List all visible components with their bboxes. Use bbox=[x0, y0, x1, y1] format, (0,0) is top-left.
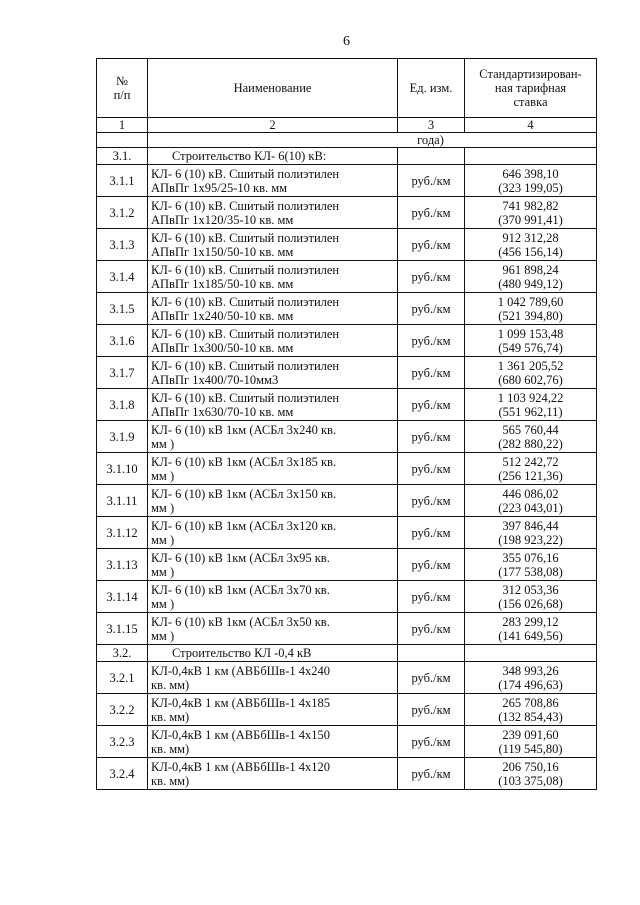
row-rate bbox=[465, 389, 597, 421]
row-rate-value: 646 398,10 bbox=[502, 166, 559, 181]
row-number: 3.1.2 bbox=[97, 197, 148, 229]
continuation-text: года) bbox=[148, 133, 597, 148]
section-rate-empty bbox=[465, 148, 597, 165]
row-rate-value-half: (223 043,01) bbox=[498, 500, 563, 515]
header-num bbox=[97, 59, 148, 118]
row-name bbox=[148, 549, 398, 581]
continuation-cell-num bbox=[97, 133, 148, 148]
section-number: 3.2. bbox=[97, 645, 148, 662]
section-row bbox=[97, 645, 597, 662]
row-rate bbox=[465, 165, 597, 197]
row-number: 3.1.9 bbox=[97, 421, 148, 453]
row-rate-value-half: (119 545,80) bbox=[498, 741, 563, 756]
row-unit: руб./км bbox=[398, 613, 465, 645]
row-name-line-2: АПвПг 1х120/35-10 кв. мм bbox=[151, 212, 294, 227]
row-name-line-2: мм ) bbox=[151, 500, 175, 515]
row-number: 3.1.1 bbox=[97, 165, 148, 197]
table-row bbox=[97, 485, 597, 517]
row-number: 3.1.11 bbox=[97, 485, 148, 517]
header-rate-text: Стандартизирован- ная тарифная ставка bbox=[479, 67, 582, 109]
row-name-line-2: мм ) bbox=[151, 564, 175, 579]
row-rate-value-half: (480 949,12) bbox=[498, 276, 563, 291]
row-name bbox=[148, 453, 398, 485]
row-name bbox=[148, 165, 398, 197]
row-number: 3.1.8 bbox=[97, 389, 148, 421]
table-row bbox=[97, 261, 597, 293]
row-unit: руб./км bbox=[398, 389, 465, 421]
row-rate bbox=[465, 726, 597, 758]
row-number: 3.1.14 bbox=[97, 581, 148, 613]
row-rate bbox=[465, 758, 597, 790]
row-unit: руб./км bbox=[398, 261, 465, 293]
row-name bbox=[148, 613, 398, 645]
row-number: 3.2.2 bbox=[97, 694, 148, 726]
row-rate-value-half: (103 375,08) bbox=[498, 773, 563, 788]
row-rate bbox=[465, 229, 597, 261]
row-unit: руб./км bbox=[398, 357, 465, 389]
row-number: 3.1.7 bbox=[97, 357, 148, 389]
row-rate-value-half: (370 991,41) bbox=[498, 212, 563, 227]
row-unit: руб./км bbox=[398, 325, 465, 357]
row-rate-value: 1 103 924,22 bbox=[497, 390, 564, 405]
row-name-line-2: кв. мм) bbox=[151, 773, 190, 788]
row-name bbox=[148, 694, 398, 726]
tariff-table-body bbox=[97, 59, 597, 790]
row-name-line-1: КЛ-0,4кВ 1 км (АВБбШв-1 4х150 bbox=[151, 727, 330, 742]
table-row bbox=[97, 613, 597, 645]
row-number: 3.1.12 bbox=[97, 517, 148, 549]
row-name-line-2: кв. мм) bbox=[151, 709, 190, 724]
row-name-line-1: КЛ- 6 (10) кВ. Сшитый полиэтилен bbox=[151, 358, 340, 373]
row-name-line-1: КЛ- 6 (10) кВ. Сшитый полиэтилен bbox=[151, 198, 340, 213]
row-rate-value: 512 242,72 bbox=[502, 454, 559, 469]
row-unit: руб./км bbox=[398, 549, 465, 581]
row-unit: руб./км bbox=[398, 165, 465, 197]
row-unit: руб./км bbox=[398, 694, 465, 726]
row-name-line-1: КЛ- 6 (10) кВ. Сшитый полиэтилен bbox=[151, 294, 340, 309]
table-row bbox=[97, 165, 597, 197]
row-rate bbox=[465, 517, 597, 549]
row-unit: руб./км bbox=[398, 197, 465, 229]
row-rate-value-half: (174 496,63) bbox=[498, 677, 563, 692]
row-unit: руб./км bbox=[398, 293, 465, 325]
row-rate-value: 397 846,44 bbox=[502, 518, 559, 533]
row-name-line-2: мм ) bbox=[151, 436, 175, 451]
table-row bbox=[97, 517, 597, 549]
table-row bbox=[97, 293, 597, 325]
row-name bbox=[148, 261, 398, 293]
row-rate-value: 912 312,28 bbox=[502, 230, 559, 245]
row-rate-value: 1 042 789,60 bbox=[497, 294, 564, 309]
row-name-line-1: КЛ- 6 (10) кВ. Сшитый полиэтилен bbox=[151, 230, 340, 245]
row-unit: руб./км bbox=[398, 485, 465, 517]
row-name-line-1: КЛ-0,4кВ 1 км (АВБбШв-1 4х120 bbox=[151, 759, 330, 774]
row-rate bbox=[465, 662, 597, 694]
row-name bbox=[148, 229, 398, 261]
section-unit-empty bbox=[398, 645, 465, 662]
header-num-text: № п/п bbox=[113, 74, 131, 102]
row-number: 3.2.3 bbox=[97, 726, 148, 758]
row-unit: руб./км bbox=[398, 453, 465, 485]
row-rate bbox=[465, 421, 597, 453]
row-rate bbox=[465, 197, 597, 229]
row-number: 3.1.3 bbox=[97, 229, 148, 261]
table-row bbox=[97, 549, 597, 581]
header-name bbox=[148, 59, 398, 118]
table-row bbox=[97, 581, 597, 613]
table-row bbox=[97, 726, 597, 758]
row-name bbox=[148, 758, 398, 790]
row-rate-value: 565 760,44 bbox=[502, 422, 559, 437]
table-row bbox=[97, 662, 597, 694]
row-rate bbox=[465, 485, 597, 517]
row-rate bbox=[465, 581, 597, 613]
row-rate-value-half: (549 576,74) bbox=[498, 340, 563, 355]
row-name-line-1: КЛ- 6 (10) кВ. Сшитый полиэтилен bbox=[151, 326, 340, 341]
table-row bbox=[97, 325, 597, 357]
continuation-row bbox=[97, 133, 597, 148]
row-name-line-1: КЛ- 6 (10) кВ 1км (АСБл 3х95 кв. bbox=[151, 550, 330, 565]
row-name-line-2: мм ) bbox=[151, 596, 175, 611]
row-rate-value-half: (323 199,05) bbox=[498, 180, 563, 195]
row-unit: руб./км bbox=[398, 662, 465, 694]
section-rate-empty bbox=[465, 645, 597, 662]
col-number-2: 2 bbox=[148, 118, 398, 133]
row-number: 3.1.4 bbox=[97, 261, 148, 293]
table-row bbox=[97, 758, 597, 790]
row-unit: руб./км bbox=[398, 229, 465, 261]
section-number: 3.1. bbox=[97, 148, 148, 165]
table-row bbox=[97, 389, 597, 421]
row-unit: руб./км bbox=[398, 726, 465, 758]
row-name bbox=[148, 581, 398, 613]
table-row bbox=[97, 694, 597, 726]
table-row bbox=[97, 197, 597, 229]
row-name-line-2: АПвПг 1х185/50-10 кв. мм bbox=[151, 276, 294, 291]
page-number: 6 bbox=[343, 34, 350, 49]
header-rate bbox=[465, 59, 597, 118]
row-number: 3.1.15 bbox=[97, 613, 148, 645]
row-rate bbox=[465, 293, 597, 325]
row-rate-value-half: (282 880,22) bbox=[498, 436, 563, 451]
row-name-line-1: КЛ-0,4кВ 1 км (АВБбШв-1 4х240 bbox=[151, 663, 330, 678]
row-rate bbox=[465, 357, 597, 389]
header-unit-text: Ед. изм. bbox=[409, 81, 453, 95]
row-name-line-2: АПвПг 1х150/50-10 кв. мм bbox=[151, 244, 294, 259]
row-rate-value-half: (177 538,08) bbox=[498, 564, 563, 579]
row-name bbox=[148, 485, 398, 517]
row-name-line-2: АПвПг 1х300/50-10 кв. мм bbox=[151, 340, 294, 355]
section-title: Строительство КЛ -0,4 кВ bbox=[148, 645, 398, 662]
row-rate-value-half: (198 923,22) bbox=[498, 532, 563, 547]
row-rate-value-half: (456 156,14) bbox=[498, 244, 563, 259]
row-number: 3.1.6 bbox=[97, 325, 148, 357]
row-name-line-1: КЛ- 6 (10) кВ 1км (АСБл 3х150 кв. bbox=[151, 486, 337, 501]
row-name-line-1: КЛ- 6 (10) кВ 1км (АСБл 3х70 кв. bbox=[151, 582, 330, 597]
row-name-line-2: мм ) bbox=[151, 628, 175, 643]
row-rate-value: 348 993,26 bbox=[502, 663, 559, 678]
row-name-line-1: КЛ- 6 (10) кВ 1км (АСБл 3х240 кв. bbox=[151, 422, 337, 437]
row-rate bbox=[465, 325, 597, 357]
row-rate-value-half: (680 602,76) bbox=[498, 372, 563, 387]
row-rate-value: 1 361 205,52 bbox=[497, 358, 564, 373]
row-name bbox=[148, 325, 398, 357]
row-rate-value: 1 099 153,48 bbox=[497, 326, 564, 341]
row-name-line-2: мм ) bbox=[151, 532, 175, 547]
row-unit: руб./км bbox=[398, 758, 465, 790]
row-number: 3.1.10 bbox=[97, 453, 148, 485]
section-unit-empty bbox=[398, 148, 465, 165]
table-row bbox=[97, 229, 597, 261]
row-rate-value-half: (141 649,56) bbox=[498, 628, 563, 643]
row-name bbox=[148, 293, 398, 325]
column-numbers-row bbox=[97, 118, 597, 133]
tariff-table bbox=[96, 58, 597, 790]
table-row bbox=[97, 453, 597, 485]
row-name-line-2: кв. мм) bbox=[151, 741, 190, 756]
row-name bbox=[148, 421, 398, 453]
row-rate-value: 206 750,16 bbox=[502, 759, 559, 774]
row-rate-value: 265 708,86 bbox=[502, 695, 559, 710]
row-rate-value-half: (256 121,36) bbox=[498, 468, 563, 483]
row-name-line-1: КЛ- 6 (10) кВ 1км (АСБл 3х185 кв. bbox=[151, 454, 337, 469]
row-name-line-2: АПвПг 1х240/50-10 кв. мм bbox=[151, 308, 294, 323]
row-name bbox=[148, 389, 398, 421]
row-name-line-2: АПвПг 1х400/70-10мм3 bbox=[151, 372, 279, 387]
row-rate bbox=[465, 261, 597, 293]
table-row bbox=[97, 357, 597, 389]
row-name-line-2: кв. мм) bbox=[151, 677, 190, 692]
row-name-line-1: КЛ- 6 (10) кВ. Сшитый полиэтилен bbox=[151, 262, 340, 277]
row-name-line-2: АПвПг 1х630/70-10 кв. мм bbox=[151, 404, 294, 419]
row-name-line-1: КЛ- 6 (10) кВ. Сшитый полиэтилен bbox=[151, 390, 340, 405]
row-name-line-2: мм ) bbox=[151, 468, 175, 483]
row-number: 3.2.4 bbox=[97, 758, 148, 790]
row-rate-value: 283 299,12 bbox=[502, 614, 559, 629]
col-number-3: 3 bbox=[398, 118, 465, 133]
header-row bbox=[97, 59, 597, 118]
row-number: 3.1.5 bbox=[97, 293, 148, 325]
row-name bbox=[148, 197, 398, 229]
row-rate-value-half: (521 394,80) bbox=[498, 308, 563, 323]
row-rate-value-half: (156 026,68) bbox=[498, 596, 563, 611]
row-name bbox=[148, 517, 398, 549]
col-number-4: 4 bbox=[465, 118, 597, 133]
row-rate-value-half: (551 962,11) bbox=[498, 404, 563, 419]
row-rate bbox=[465, 453, 597, 485]
row-rate bbox=[465, 549, 597, 581]
row-name-line-1: КЛ- 6 (10) кВ. Сшитый полиэтилен bbox=[151, 166, 340, 181]
row-rate-value: 446 086,02 bbox=[502, 486, 559, 501]
row-name-line-2: АПвПг 1х95/25-10 кв. мм bbox=[151, 180, 288, 195]
row-rate-value: 355 076,16 bbox=[502, 550, 559, 565]
table-row bbox=[97, 421, 597, 453]
header-unit bbox=[398, 59, 465, 118]
row-rate-value: 961 898,24 bbox=[502, 262, 559, 277]
row-name bbox=[148, 662, 398, 694]
row-name bbox=[148, 357, 398, 389]
row-unit: руб./км bbox=[398, 581, 465, 613]
header-name-text: Наименование bbox=[233, 81, 312, 95]
col-number-1: 1 bbox=[97, 118, 148, 133]
row-rate-value: 741 982,82 bbox=[502, 198, 559, 213]
row-name-line-1: КЛ- 6 (10) кВ 1км (АСБл 3х50 кв. bbox=[151, 614, 330, 629]
row-rate bbox=[465, 694, 597, 726]
row-unit: руб./км bbox=[398, 517, 465, 549]
row-name-line-1: КЛ- 6 (10) кВ 1км (АСБл 3х120 кв. bbox=[151, 518, 337, 533]
row-rate-value: 312 053,36 bbox=[502, 582, 559, 597]
row-number: 3.2.1 bbox=[97, 662, 148, 694]
row-rate-value-half: (132 854,43) bbox=[498, 709, 563, 724]
section-row bbox=[97, 148, 597, 165]
section-title: Строительство КЛ- 6(10) кВ: bbox=[148, 148, 398, 165]
row-name-line-1: КЛ-0,4кВ 1 км (АВБбШв-1 4х185 bbox=[151, 695, 330, 710]
row-name bbox=[148, 726, 398, 758]
row-number: 3.1.13 bbox=[97, 549, 148, 581]
row-rate bbox=[465, 613, 597, 645]
row-unit: руб./км bbox=[398, 421, 465, 453]
row-rate-value: 239 091,60 bbox=[502, 727, 559, 742]
